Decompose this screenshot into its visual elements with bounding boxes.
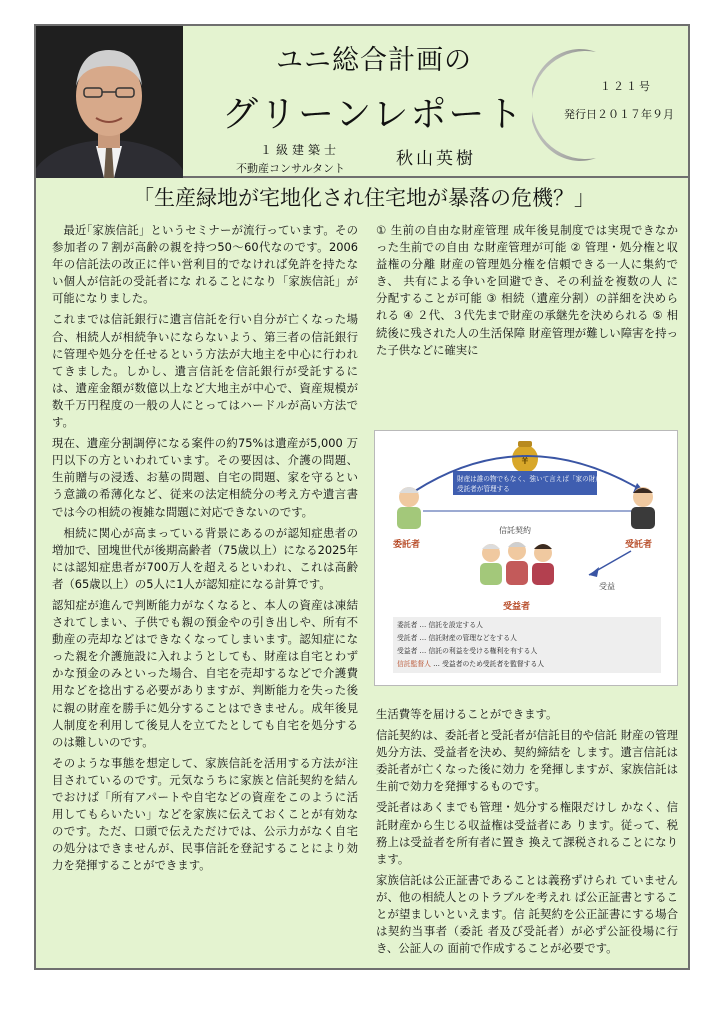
diagram-legend (393, 617, 661, 673)
issue-date: 発行日２０１７年９月 (564, 108, 674, 121)
benefit-label: 受益 (599, 582, 615, 591)
brand-line-2: グリーンレポート (222, 94, 525, 135)
trust-diagram (374, 430, 678, 686)
beneficiary-label: 受益者 (503, 602, 531, 612)
headline: 「生産緑地が宅地化され住宅地が暴落の危機？」 (133, 186, 595, 210)
paragraph: 信託契約は、委託者と受託者が信託目的や信託 財産の管理処分方法、受益者を決め、契約締結を します。遺言信託は委託者が亡くなった後に効力 を発揮しますが、家族信託は生前で効力を発揮するものです。 (376, 728, 678, 794)
author-name: 秋山英樹 (396, 149, 476, 169)
crescent-moon-icon (532, 46, 642, 164)
issue-number: １２１号 (600, 80, 652, 93)
legend-supervisor-desc: … 受益者のため受託者を監督する人 (430, 660, 545, 668)
legend-supervisor-term: 信託監督人 (397, 660, 431, 668)
author-title-architect: １級建築士 (260, 143, 341, 157)
paragraph: 家族信託は公正証書であることは義務ずけられ ていませんが、他の相続人とのトラブルを考えれ ば公正証書とすることが望ましいといえます。信 託契約を公正証書にする場合は契約当事者（委託 者及び受託者）が必ず公証役場に行き、公証人の 面前で作成することが必要です。 (376, 872, 678, 956)
paragraph: ① 生前の自由な財産管理 成年後見制度では実現できなかった生前での自由 な財産管理が可能 ② 管理・処分権と収益権の分離 財産の管理処分権を信頼できる一人に集約でき、 共有による争いを回避でき、その利益を複数の人 に分配することが可能 ③ 相続（遺産分割）の詳細を決められる ④ ２代、３代先まで財産の承継先を決められる ⑤ 相続後に残された人の生活保障 財産管理が難しい障害を持った子供などに確実に (376, 223, 678, 357)
trustee-figure (631, 487, 655, 529)
bubble-text-2: 受託者が管理する (457, 485, 510, 493)
paragraph: 認知症が進んで判断能力がなくなると、本人の資産は凍結されてしまい、子供でも親の預金やの引き出しや、所有不動産の売却などはできなくなってしまいます。認知症になった親を介護施設に入れようとしても、財産は自宅とわずかな預金のみといった場合、自宅を売却するなどで介護費用などを捻出する必要がありますが、判断能力を失った後に親の財産を勝手に処分することはできません。成年後見人制度を利用して後見人を立てたとしても自宅を処分するのは難しいのです。 (52, 597, 358, 749)
right-column-bottom (376, 706, 678, 961)
paragraph: 最近｢家族信託」というセミナーが流行っています。その参加者の７割が高齢の親を持つ50～60代なのです。2006年の信託法の改正に伴い営利目的でなければ免許を持たない個人が信託の受託者にな れることになり「家族信託」が可能になりました。 (52, 223, 358, 306)
author-photo (36, 26, 183, 178)
header (36, 26, 688, 178)
contract-label: 信託契約 (499, 526, 531, 535)
left-column (52, 222, 358, 878)
legend-item: 受託者 … 信託財産の管理などをする人 (397, 634, 517, 642)
yen-symbol: ¥ (521, 453, 529, 467)
settlor-label: 委託者 (393, 540, 421, 550)
settlor-figure (397, 487, 421, 529)
trustee-label: 受託者 (625, 540, 653, 550)
paragraph: そのような事態を想定して、家族信託を活用する方法が注目されているのです。元気なうちに家族と信託契約を結んでおけば「所有アパートや自宅などの資産をこのように活用してもらいたい」などを家族に伝えておくことが有効なのです。ただ、口頭で伝えただけでは、公示力がなく自宅の処分はできませんが、民事信託を登記することにより効力を発揮することができます。 (52, 755, 358, 873)
bubble-text-1: 財産は誰の物でもなく、強いて言えば「家の財産」 (457, 475, 609, 483)
paragraph: これまでは信託銀行に遺言信託を行い自分が亡くなった場合、相続人が相続争いにならないよう、第三者の信託銀行に管理や処分を任せるという方法が大地主を中心に行われてきました。しかし、遺言信託を信託銀行が受託するには、遺産金額が数億以上など大地主が中心で、資産規模が数千万円程度の一般の人にとってはハードルが高い方法です。 (52, 312, 358, 430)
trust-diagram-graphic (375, 431, 679, 617)
legend-item (393, 658, 661, 671)
brand-line-1: ユニ総合計画の (276, 45, 472, 76)
paragraph: 生活費等を届けることができます。 (376, 707, 558, 721)
newsletter-frame (34, 24, 690, 970)
author-title-consultant: 不動産コンサルタント (236, 162, 346, 175)
paragraph: 受託者はあくまでも管理・処分する権限だけし かなく、信託財産から生じる収益権は受益者にあ ります。従って、税務上は受益者を所有者に置き 換えて課税されることになります。 (376, 800, 678, 866)
paragraph: 現在、遺産分割調停になる案件の約75%は遺産が5,000 万円以下の方といわれています。その要因は、介護の問題、生前贈与の浸透、お墓の問題、自宅の問題、家を守るという意識の希薄化など、従来の法定相続分の考え方や遺言書では今の相続の複雑な問題に対応できないのです。 (52, 436, 358, 519)
paragraph: 相続に関心が高まっている背景にあるのが認知症患者の増加で、団塊世代が後期高齢者（75歳以上）になる2025年には認知症患者が700万人を超えるといわれ、これは高齢者（65歳以上）の5人に1人が認知症になる計算です。 (52, 525, 358, 591)
beneficiaries-figures (480, 542, 554, 585)
right-column-top (376, 222, 678, 363)
legend-item: 受益者 … 信託の利益を受ける権利を有する人 (397, 647, 538, 655)
legend-item: 委託者 … 信託を設定する人 (397, 621, 483, 629)
